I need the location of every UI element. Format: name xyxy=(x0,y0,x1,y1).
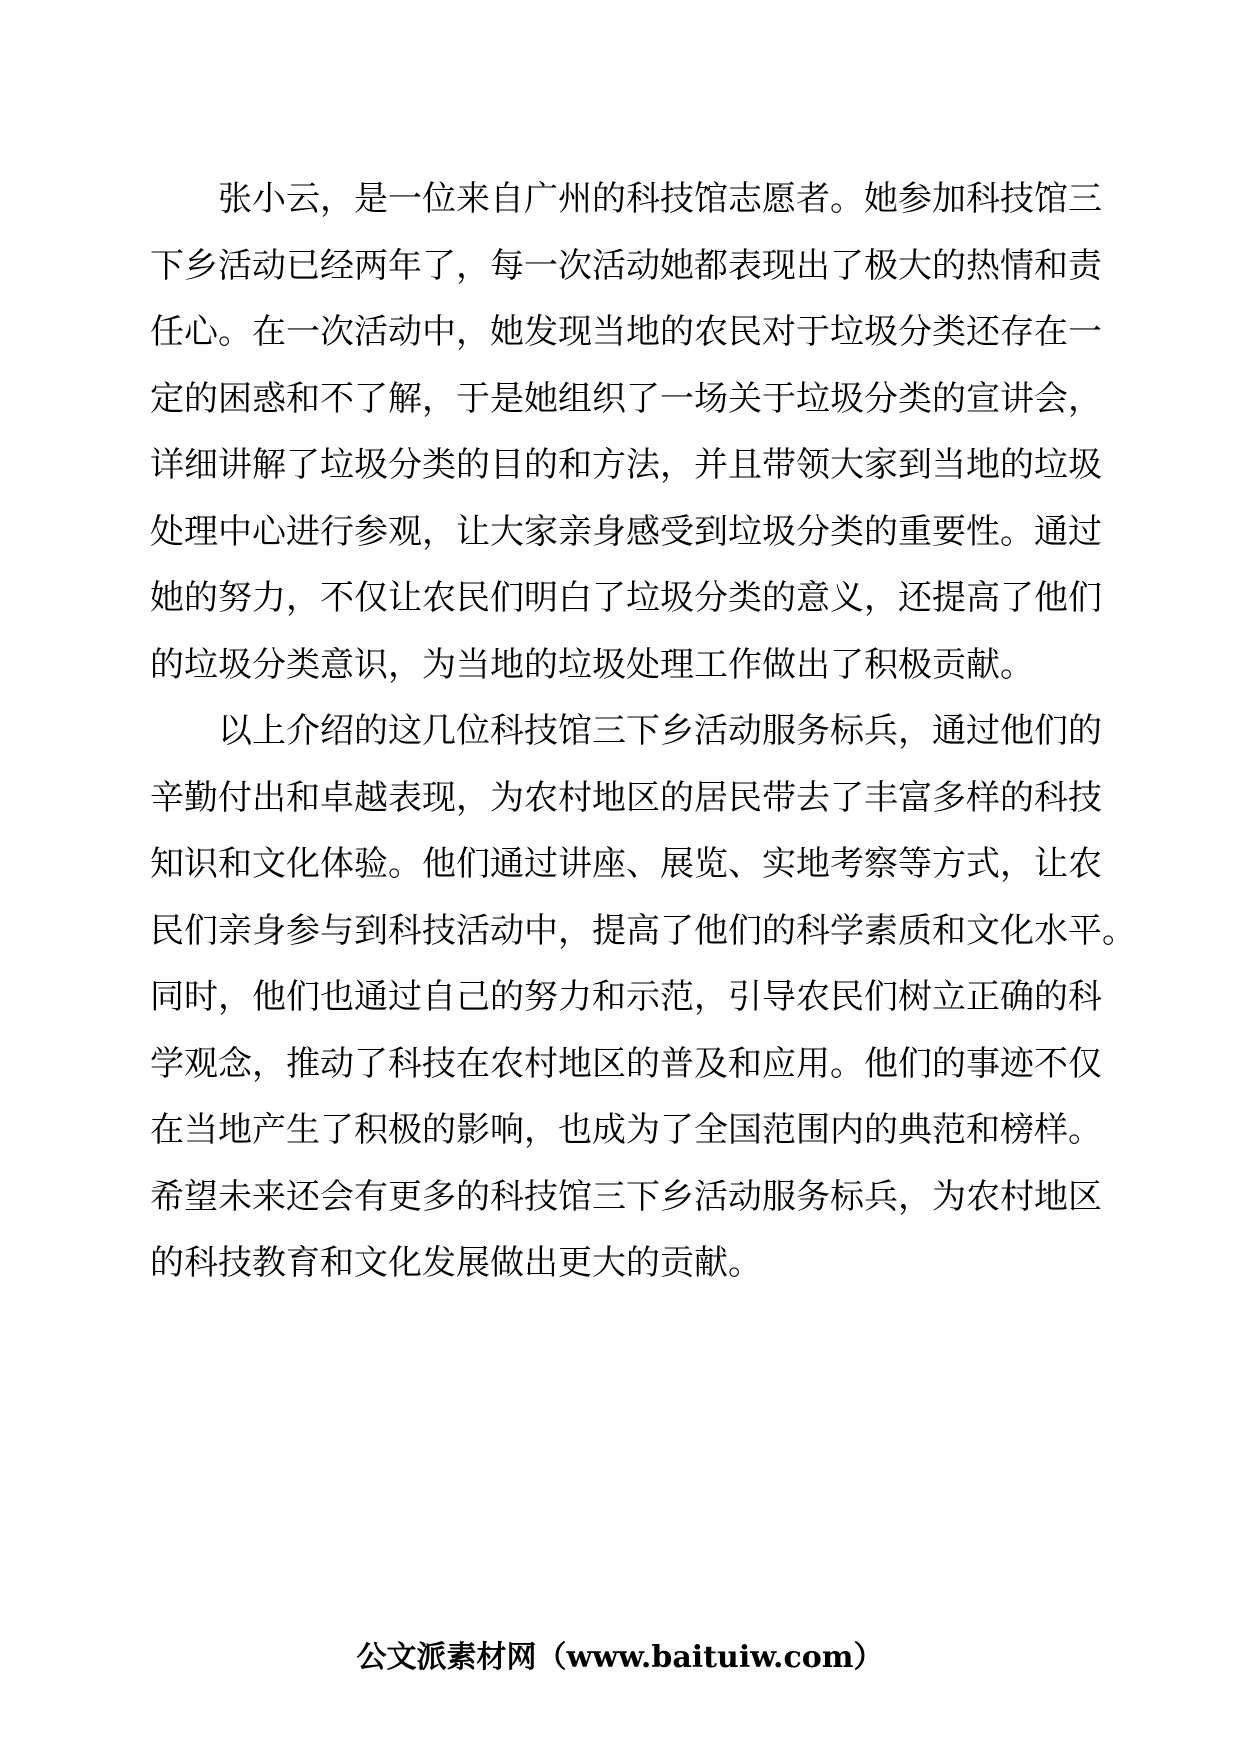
paragraph-line: 学观念，推动了科技在农村地区的普及和应用。他们的事迹不仅 xyxy=(150,1043,1102,1084)
paragraph-line: 民们亲身参与到科技活动中，提高了他们的科学素质和文化水平。 xyxy=(150,910,1136,951)
paragraph-1 xyxy=(150,166,1102,698)
paragraph-line: 定的困惑和不了解，于是她组织了一场关于垃圾分类的宣讲会， xyxy=(150,378,1102,419)
paragraph-line: 希望未来还会有更多的科技馆三下乡活动服务标兵，为农村地区 xyxy=(150,1176,1102,1217)
paragraph-line: 辛勤付出和卓越表现，为农村地区的居民带去了丰富多样的科技 xyxy=(150,777,1102,818)
paragraph-line: 在当地产生了积极的影响，也成为了全国范围内的典范和榜样。 xyxy=(150,1110,1102,1150)
body-text xyxy=(150,166,1136,1297)
paragraph-line: 的科技教育和文化发展做出更大的贡献。 xyxy=(150,1243,762,1283)
paragraph-line: 以上介绍的这几位科技馆三下乡活动服务标兵，通过他们的 xyxy=(218,711,1102,751)
paragraph-line: 处理中心进行参观，让大家亲身感受到垃圾分类的重要性。通过 xyxy=(150,511,1102,552)
paragraph-line: 详细讲解了垃圾分类的目的和方法，并且带领大家到当地的垃圾 xyxy=(150,445,1102,485)
paragraph-2 xyxy=(150,698,1136,1297)
footer-source: 公文派素材网（www.baituiw.com） xyxy=(356,1640,884,1675)
paragraph-line: 的垃圾分类意识，为当地的垃圾处理工作做出了积极贡献。 xyxy=(150,644,1034,685)
paragraph-line: 同时，他们也通过自己的努力和示范，引导农民们树立正确的科 xyxy=(150,977,1102,1017)
paragraph-line: 她的努力，不仅让农民们明白了垃圾分类的意义，还提高了他们 xyxy=(150,578,1102,618)
paragraph-line: 任心。在一次活动中，她发现当地的农民对于垃圾分类还存在一 xyxy=(150,312,1102,352)
paragraph-line: 下乡活动已经两年了，每一次活动她都表现出了极大的热情和责 xyxy=(150,245,1102,286)
paragraph-line: 知识和文化体验。他们通过讲座、展览、实地考察等方式，让农 xyxy=(150,844,1102,884)
paragraph-line: 张小云，是一位来自广州的科技馆志愿者。她参加科技馆三 xyxy=(218,179,1102,219)
